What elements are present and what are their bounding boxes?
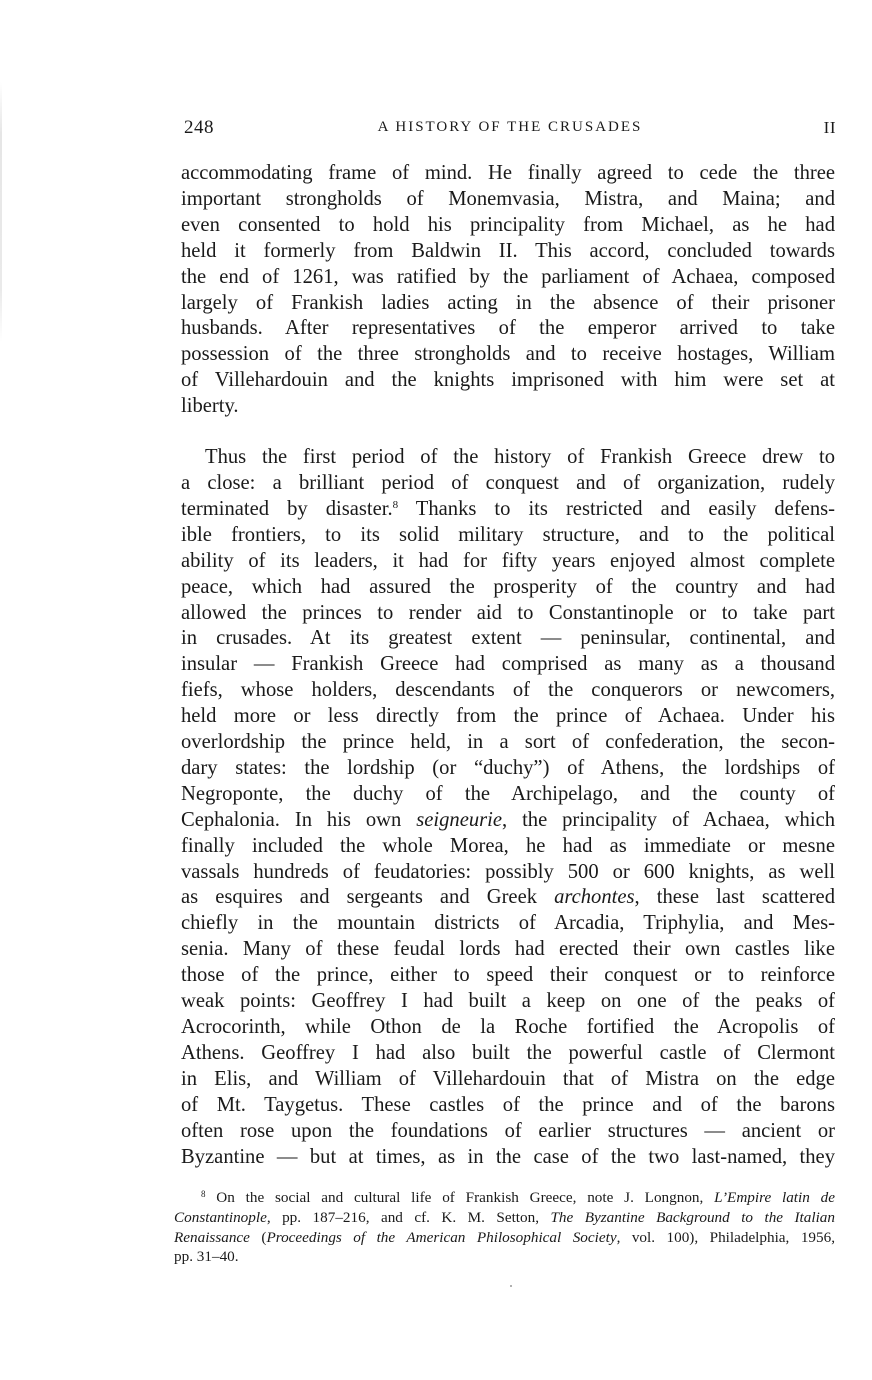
text-line: dary states: the lordship (or “duchy”) of Athens, the lordships of (181, 756, 835, 779)
running-header (184, 117, 836, 141)
text-line: held more or less directly from the prince of Achaea. Under his (181, 705, 835, 728)
text-line: ability of its leaders, it had for fifty years enjoyed almost complete (181, 549, 835, 572)
text-line: held it formerly from Baldwin II. This accord, concluded towards (181, 239, 835, 262)
paper-speck (510, 1285, 512, 1287)
footnote-line (174, 1208, 835, 1228)
text-line: accommodating frame of mind. He finally agreed to cede the three (181, 162, 835, 184)
paragraph-gap (181, 420, 835, 445)
page-edge-shadow (0, 82, 2, 342)
text-line (181, 885, 835, 911)
text-segment: terminated by disaster. (181, 497, 393, 520)
text-line: Thus the first period of the history of Frankish Greece drew to (205, 446, 835, 469)
text-line: in Elis, and William of Villehardouin that of Mistra on the edge (181, 1067, 835, 1090)
text-segment: , pp. 187–216, and cf. K. M. Setton, (266, 1208, 551, 1226)
text-line: of Mt. Taygetus. These castles of the prince and of the barons (181, 1093, 835, 1116)
citation-title: L’Empire latin de (714, 1189, 835, 1206)
text-line: finally included the whole Morea, he had as immediate or mesne (181, 834, 835, 857)
text-line: allowed the princes to render aid to Constantinople or to take part (181, 601, 835, 624)
footnote-line (174, 1188, 835, 1208)
text-line: in crusades. At its greatest extent — peninsular, continental, and (181, 627, 835, 650)
text-line: Byzantine — but at times, as in the case of the two last-named, they (181, 1145, 835, 1168)
text-segment: as esquires and sergeants and Greek (181, 886, 555, 909)
text-line: those of the prince, either to speed their conquest or to reinforce (181, 964, 835, 987)
running-title: A HISTORY OF THE CRUSADES (377, 119, 643, 135)
text-line: ible frontiers, to its solid military structure, and to the political (181, 523, 835, 546)
text-line: senia. Many of these feudal lords had erected their own castles like (181, 938, 835, 961)
text-segment: , vol. 100), Philadelphia, 1956, (616, 1228, 835, 1246)
text-line: Acrocorinth, while Othon de la Roche fortified the Acropolis of (181, 1016, 835, 1038)
text-line: weak points: Geoffrey I had built a keep on one of the peaks of (181, 990, 835, 1013)
paragraph-1 (181, 161, 835, 420)
text-line: vassals hundreds of feudatories: possibly 500 or 600 knights, as well (181, 860, 835, 883)
text-line: liberty. (181, 395, 239, 418)
text-segment: , the principality of Achaea, which (502, 808, 836, 831)
text-segment: ( (249, 1228, 267, 1246)
text-line: possession of the three strongholds and to receive hostages, William (181, 343, 835, 366)
text-line: overlordship the prince held, in a sort of confederation, the secon- (181, 731, 835, 754)
text-line: Negroponte, the duchy of the Archipelago, and the county of (181, 782, 835, 805)
text-line: husbands. After representatives of the emperor arrived to take (181, 317, 835, 340)
text-line: of Villehardouin and the knights imprisoned with him were set at (181, 369, 835, 392)
text-line: the end of 1261, was ratified by the parliament of Achaea, composed (181, 265, 835, 288)
paragraph-2 (181, 445, 835, 1170)
text-segment: Thanks to its restricted and easily defens- (398, 497, 835, 520)
citation-title: The Byzantine Background to the Italian (550, 1208, 835, 1226)
citation-title: Constantinople (174, 1208, 267, 1226)
footnote-line (174, 1228, 835, 1248)
text-line: insular — Frankish Greece had comprised as many as a thousand (181, 653, 835, 676)
text-line (181, 497, 835, 523)
text-line (181, 808, 835, 834)
text-line: even consented to hold his principality from Michael, as he had (181, 213, 835, 236)
text-segment: , these last scattered (634, 886, 835, 909)
footnote-line: pp. 31–40. (174, 1248, 239, 1266)
footnote-reference[interactable]: 8 (392, 498, 399, 511)
text-line: peace, which had assured the prosperity of the country and had (181, 575, 835, 598)
text-line: important strongholds of Monemvasia, Mistra, and Maina; and (181, 187, 835, 210)
footnote-marker: 8 (201, 1189, 206, 1199)
text-line: fiefs, whose holders, descendants of the conquerors or newcomers, (181, 679, 835, 702)
text-segment: Cephalonia. In his own (181, 808, 417, 831)
italic-term: seigneurie (416, 808, 503, 831)
text-segment: On the social and cultural life of Frankish Greece, note J. Longnon, (205, 1189, 715, 1206)
citation-title: Renaissance (174, 1228, 250, 1246)
text-line: a close: a brilliant period of conquest and of organization, rudely (181, 471, 835, 494)
page-number: 248 (184, 117, 214, 138)
text-line: largely of Frankish ladies acting in the absence of their prisoner (181, 291, 835, 314)
citation-title: Proceedings of the American Philosophical Society (266, 1228, 617, 1246)
italic-term: archontes (554, 886, 635, 909)
main-text (181, 161, 835, 1170)
text-line: chiefly in the mountain districts of Arcadia, Triphylia, and Mes- (181, 912, 835, 935)
part-number: II (823, 118, 836, 137)
footnote-8 (174, 1188, 835, 1267)
text-line: often rose upon the foundations of earlier structures — ancient or (181, 1119, 835, 1142)
text-line: Athens. Geoffrey I had also built the powerful castle of Clermont (181, 1041, 835, 1064)
